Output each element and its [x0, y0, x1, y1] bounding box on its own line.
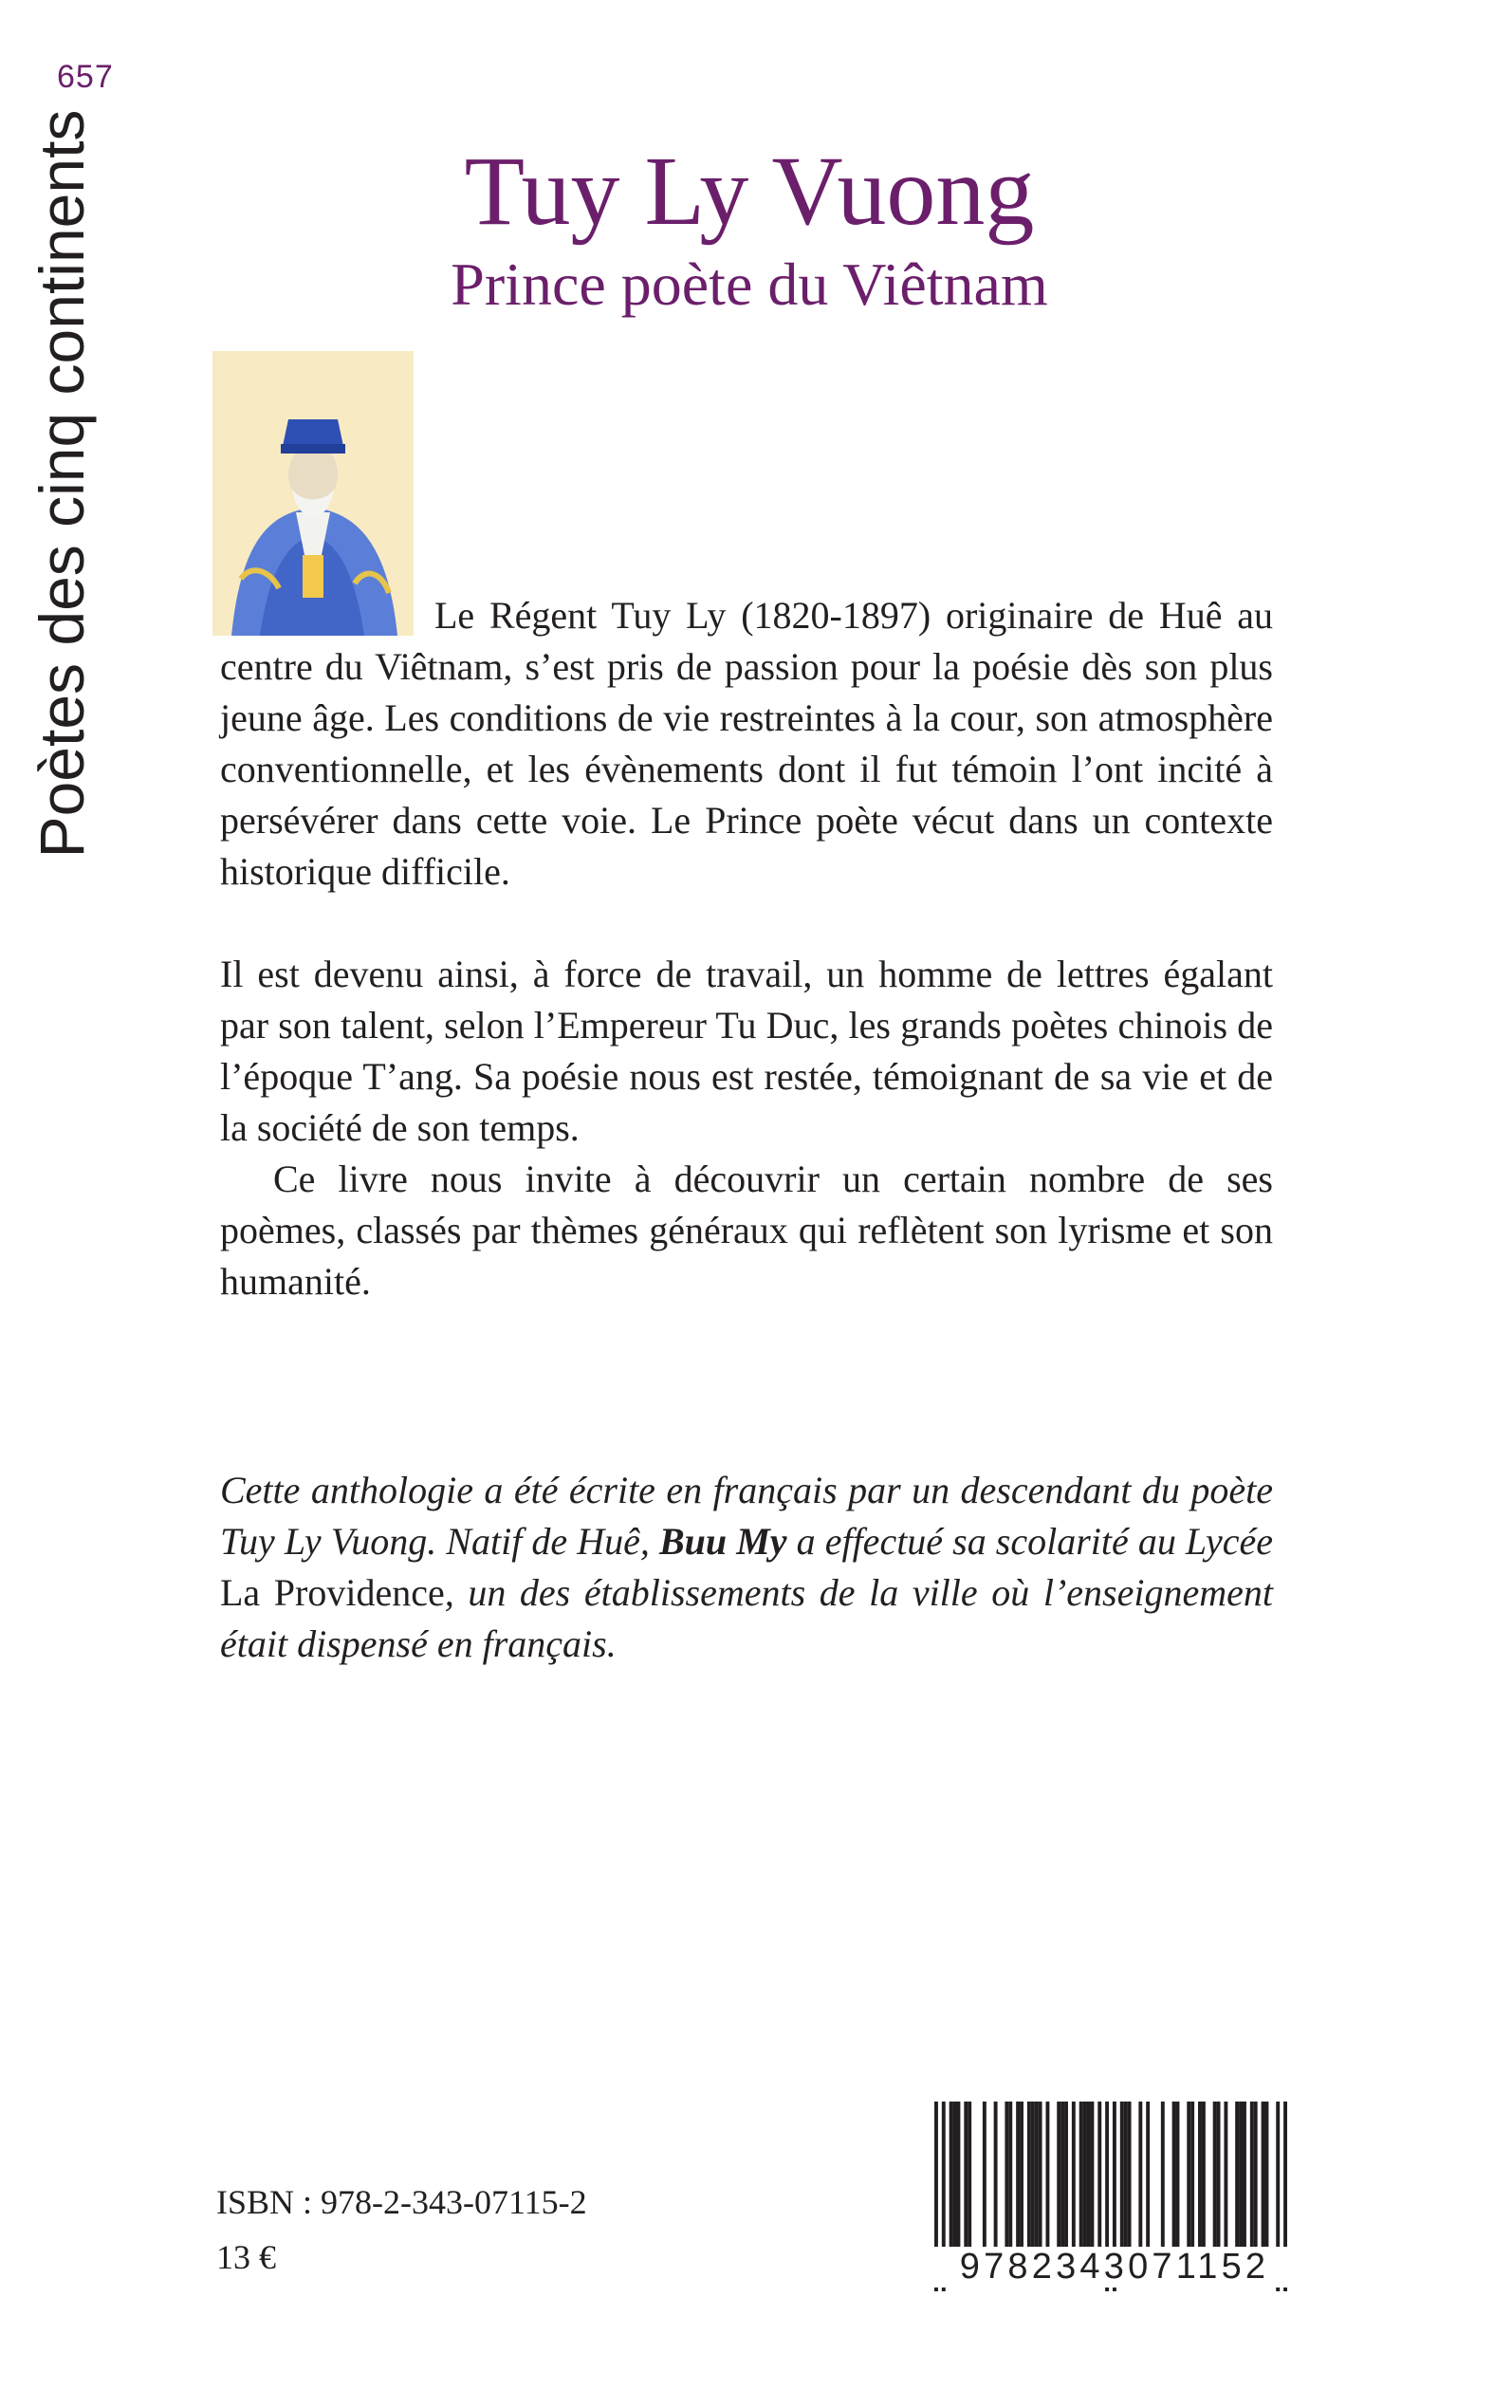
barcode-bar	[1146, 2102, 1150, 2269]
barcode-bar	[1124, 2102, 1128, 2269]
author-note-part-2: a effectué sa scolarité au Lycée	[786, 1520, 1273, 1563]
barcode-bar	[1190, 2102, 1194, 2269]
barcode-bar	[1198, 2102, 1202, 2269]
price: 13 €	[216, 2238, 276, 2276]
barcode-bar	[1250, 2102, 1254, 2269]
barcode-bar	[953, 2102, 957, 2269]
isbn: ISBN : 978-2-343-07115-2	[216, 2183, 587, 2221]
barcode-bar	[1039, 2102, 1042, 2269]
barcode-bar	[1176, 2102, 1180, 2269]
barcode-bar	[1120, 2102, 1124, 2269]
blurb-paragraph-2: Il est devenu ainsi, à force de travail, un homme de lettres égalant par son talent, selon l’Empereur Tu Duc, les grands poètes chinois de l’époque T’ang. Sa poésie nous est restée, témoignant de sa vie et de la société de son temps.	[220, 953, 1273, 1149]
barcode-bar	[1187, 2102, 1190, 2269]
author-note	[220, 1465, 1273, 1670]
blurb	[220, 590, 1273, 1307]
barcode-bar	[1090, 2102, 1094, 2269]
series-name: Poètes des cinq continents	[27, 109, 97, 859]
barcode-bar	[1235, 2102, 1239, 2269]
barcode-bar	[1008, 2102, 1012, 2269]
barcode-bar	[1254, 2102, 1258, 2269]
barcode-bar	[1138, 2102, 1142, 2269]
barcode-bar	[1213, 2102, 1217, 2269]
barcode-bar	[1027, 2102, 1031, 2269]
barcode-bar	[1265, 2102, 1269, 2269]
barcode-bar	[1128, 2102, 1132, 2269]
author-note-part-1: Cette anthologie a été écrite en français par un descendant du poète Tuy Ly Vuong. Natif de Huê,	[220, 1469, 1273, 1563]
barcode-bar	[1239, 2102, 1243, 2269]
barcode-bar	[1035, 2102, 1039, 2269]
barcode-bar	[994, 2102, 998, 2269]
author-note-part-3: , un des établissements de la ville où l’enseignement était dispensé en français.	[220, 1571, 1273, 1665]
barcode-bar	[1243, 2102, 1246, 2269]
barcode-bar	[950, 2102, 953, 2269]
barcode-bar	[1045, 2102, 1049, 2269]
series-number: 657	[57, 59, 114, 95]
barcode-bar	[1087, 2102, 1091, 2269]
school-name: La Providence	[220, 1571, 445, 1614]
barcode-bar	[1064, 2102, 1068, 2269]
barcode-bar	[1262, 2102, 1265, 2269]
book-subtitle: Prince poète du Viêtnam	[451, 250, 1048, 318]
barcode-bar	[1161, 2102, 1165, 2269]
author-name: Buu My	[658, 1520, 787, 1563]
barcode-bar	[1217, 2102, 1221, 2269]
barcode-bar	[1060, 2102, 1064, 2269]
barcode-bar	[1172, 2102, 1176, 2269]
barcode-bar	[1057, 2102, 1060, 2269]
barcode-bar	[1072, 2102, 1076, 2269]
barcode-bar	[1079, 2102, 1083, 2269]
barcode-bar	[1005, 2102, 1008, 2269]
barcode-bar	[964, 2102, 968, 2269]
barcode-bar	[956, 2102, 960, 2269]
barcode-bar	[983, 2102, 986, 2269]
blurb-paragraph-3: Ce livre nous invite à découvrir un certain nombre de ses poèmes, classés par thèmes généraux qui reflètent son lyrisme et son humanité.	[220, 1158, 1273, 1303]
barcode-digits: 9782343071152	[920, 2247, 1309, 2288]
barcode-bar	[1224, 2102, 1227, 2269]
barcode-bar	[1016, 2102, 1020, 2269]
barcode-bar	[1020, 2102, 1023, 2269]
barcode-bar	[1202, 2102, 1206, 2269]
barcode-bar	[1031, 2102, 1035, 2269]
blurb-paragraph-1: Le Régent Tuy Ly (1820-1897) originaire de Huê au centre du Viêtnam, s’est pris de passion pour la poésie dès son plus jeune âge. Les conditions de vie restreintes à la cour, son atmosphère conventionnelle, et les évènements dont il fut témoin l’ont incité à persévérer dans cette voie. Le Prince poète vécut dans un contexte historique difficile.	[220, 594, 1273, 893]
barcode-bar	[968, 2102, 971, 2269]
barcode-bar	[1083, 2102, 1087, 2269]
book-title: Tuy Ly Vuong	[464, 137, 1035, 246]
barcode-bar	[1097, 2102, 1101, 2269]
